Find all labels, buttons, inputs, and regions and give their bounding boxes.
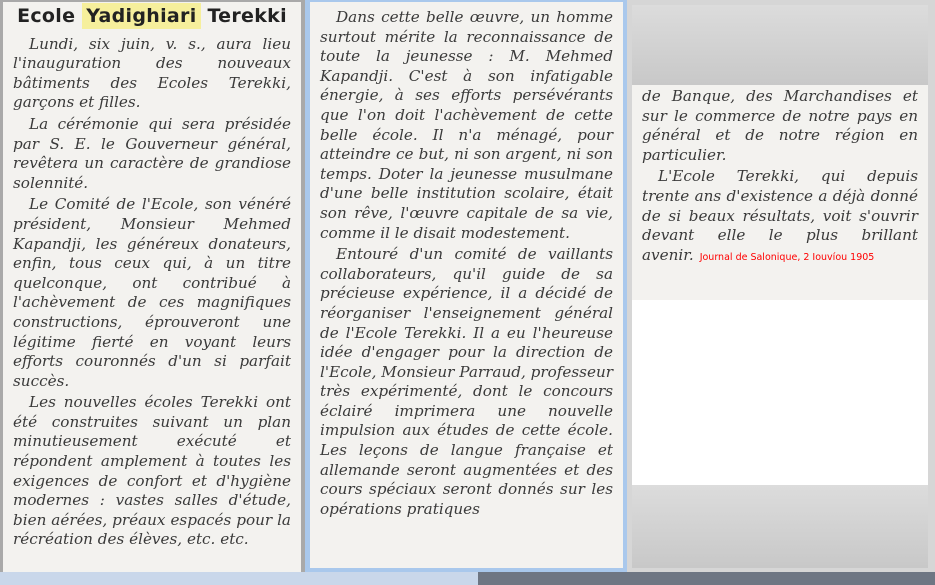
- paragraph: Le Comité de l'Ecole, son vénéré président, Monsieur Mehmed Kapandji, les généreux donateurs, enfin, tous ceux qui, à un titre quelconque, ont contribué à l'achèvement de ces magnifiques constructions, éprouveront une légitime fierté en voyant leurs efforts couronnés d'un si parfait succès.: [13, 195, 291, 390]
- paragraph: [642, 167, 918, 267]
- article-column-3: [632, 85, 928, 300]
- paragraph: Dans cette belle œuvre, un homme surtout mérite la reconnaissance de toute la jeunesse : M. Mehmed Kapandji. C'est à son infatigable énergie, à ses efforts persévérants que l'on doit l'achèvement de cette belle école. Il n'a ménagé, pour atteindre ce but, ni son argent, ni son temps. Doter la jeunesse musulmane d'une belle institution scolaire, était son rêve, l'œuvre capitale de sa vie, comme il le disait modestement.: [320, 8, 613, 242]
- source-credit: Journal de Salonique, 2 Iouvíou 1905: [699, 251, 875, 263]
- paragraph: Les nouvelles écoles Terekki ont été construites suivant un plan minutieusement exécuté et répondent amplement à toutes les exigences de confort et d'hygiène modernes : vastes salles d'étude, bien aérées, préaux espacés pour la récréation des élèves, etc. etc.: [13, 393, 291, 549]
- paragraph-text: L'Ecole Terekki, qui depuis trente ans d'existence a déjà donné de si beaux résultats, voit s'ouvrir devant elle le plus brillant avenir.: [642, 167, 918, 264]
- paragraph: Entouré d'un comité de vaillants collaborateurs, qu'il guide de sa précieuse expérience, il a décidé de réorganiser l'enseignement général de l'Ecole Terekki. Il a eu l'heureuse idée d'engager pour la direction de l'Ecole, Monsieur Parraud, professeur très expérimenté, dont le concours éclairé imprimera une nouvelle impulsion aux études de cette école. Les leçons de langue française et allemande seront augmentées et des cours spéciaux seront donnés sur les opérations pratiques: [320, 245, 613, 518]
- paragraph: La cérémonie qui sera présidée par S. E. le Gouverneur général, revêtera un caractère de grandiose solennité.: [13, 114, 291, 192]
- blank-page-area: [632, 300, 928, 485]
- article-title: [13, 2, 291, 35]
- title-word-terekki: Terekki: [207, 5, 287, 27]
- title-highlight: Yadighiari: [82, 3, 200, 29]
- paragraph: de Banque, des Marchandises et sur le commerce de notre pays en général et de notre région en particulier.: [642, 87, 918, 164]
- title-word-ecole: Ecole: [17, 5, 76, 27]
- article-column-2: [310, 2, 623, 568]
- article-column-1: [3, 2, 301, 572]
- page-fold-bottom: [632, 485, 928, 568]
- paragraph: Lundi, six juin, v. s., aura lieu l'inauguration des nouveaux bâtiments des Ecoles Terekki, garçons et filles.: [13, 34, 291, 112]
- frame-bottom-light: [0, 572, 478, 585]
- page-fold-top: [632, 5, 928, 85]
